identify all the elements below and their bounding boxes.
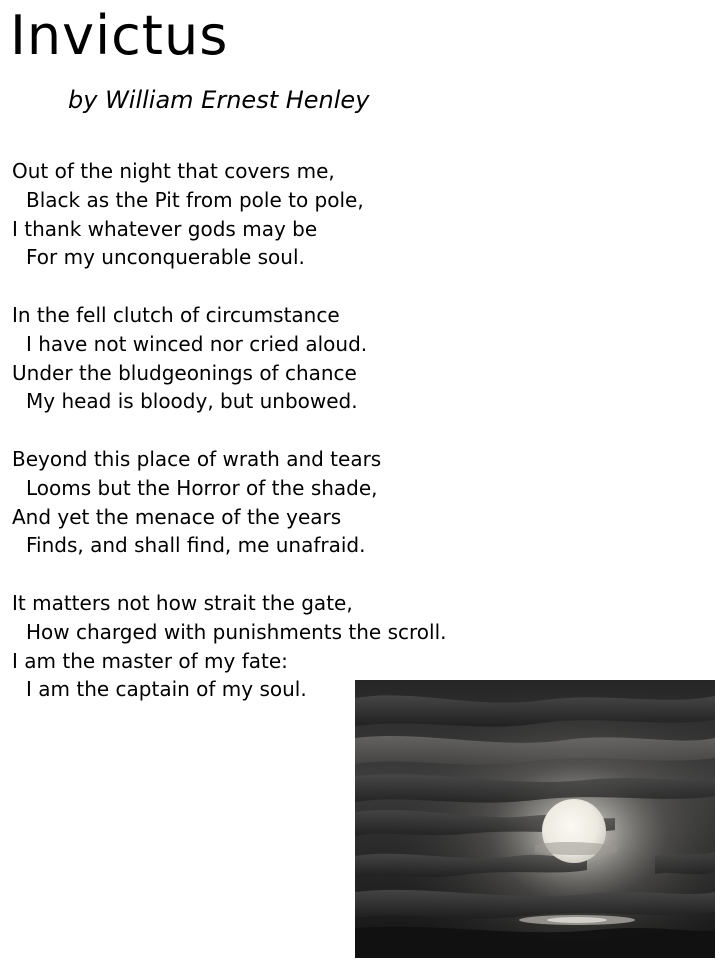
moon-over-clouds-image: [355, 680, 715, 958]
poem-line: Under the bludgeonings of chance: [12, 360, 357, 385]
poem-line: Out of the night that covers me,: [12, 159, 335, 183]
stanza-1: [12, 157, 612, 272]
poem-line: I thank whatever gods may be: [12, 216, 318, 241]
stanza-2: [12, 301, 612, 416]
poem-line: Finds, and shall find, me unafraid.: [26, 533, 366, 558]
poem-body: [12, 157, 612, 733]
poem-line: How charged with punishments the scroll.: [26, 619, 447, 644]
poem-title: Invictus: [10, 4, 229, 67]
poem-line: Beyond this place of wrath and tears: [12, 446, 382, 471]
stanza-3: [12, 445, 612, 560]
poem-line: My head is bloody, but unbowed.: [26, 389, 358, 414]
poem-author: by William Ernest Henley: [68, 86, 370, 114]
poem-line: I am the master of my fate:: [12, 648, 288, 673]
poem-line: In the fell clutch of circumstance: [12, 302, 340, 327]
poem-line: For my unconquerable soul.: [26, 245, 305, 270]
poem-line: It matters not how strait the gate,: [12, 590, 353, 615]
poem-line: Looms but the Horror of the shade,: [26, 475, 378, 500]
poem-line: I am the captain of my soul.: [26, 677, 307, 702]
moon-reflection: [519, 915, 635, 925]
poem-line: And yet the menace of the years: [12, 504, 342, 529]
poem-line: I have not winced nor cried aloud.: [26, 331, 368, 356]
poem-line: Black as the Pit from pole to pole,: [26, 187, 364, 212]
